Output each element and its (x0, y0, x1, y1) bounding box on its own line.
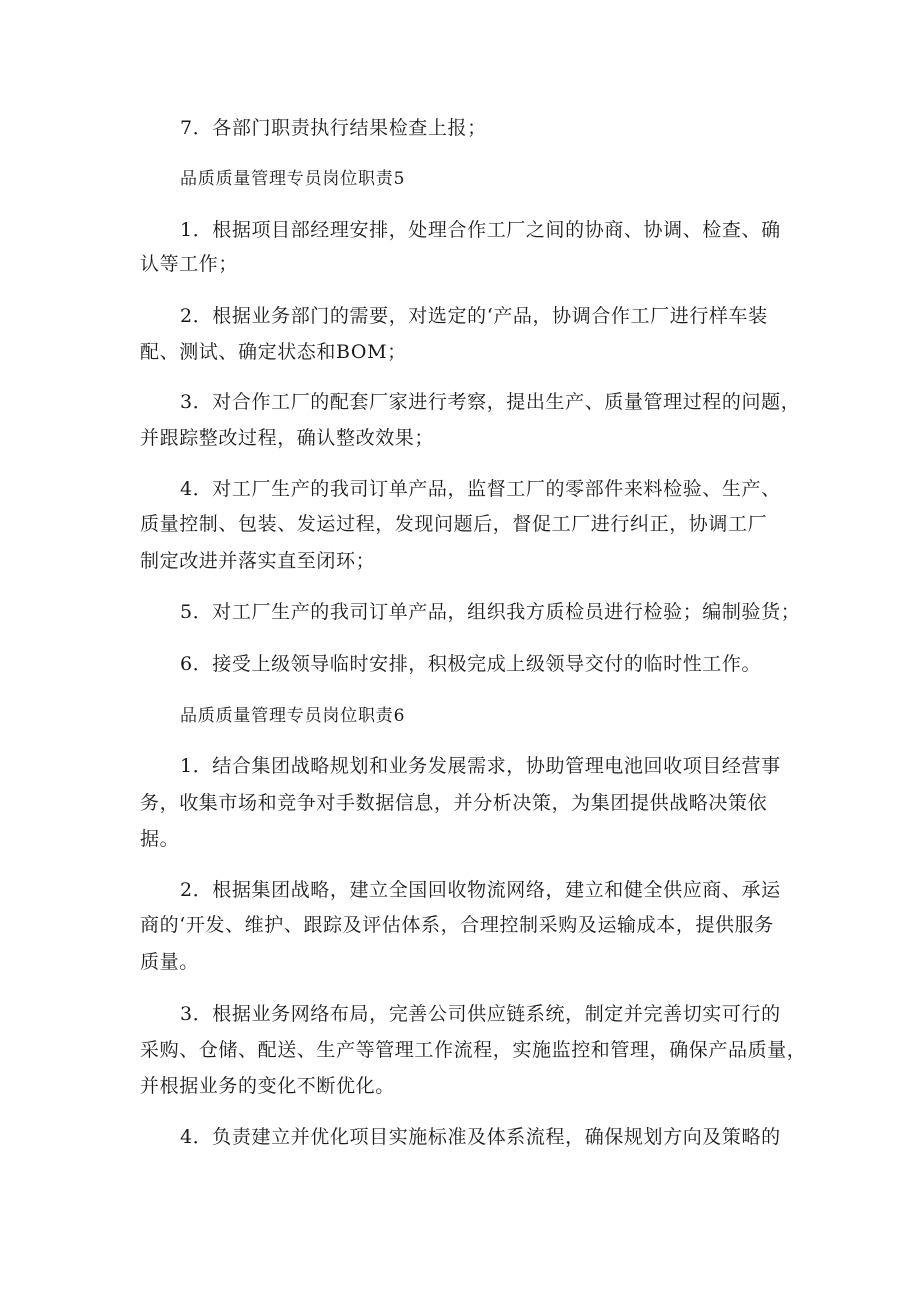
s6-item-2-line-2: 商的‘开发、维护、跟踪及评估体系，合理控制采购及运输成本，提供服务 (140, 914, 774, 936)
s6-item-1-line-2: 务，收集市场和竞争对手数据信息，并分析决策，为集团提供战略决策依 (140, 792, 768, 814)
s5-item-1-line-1: 1．根据项目部经理安排，处理合作工厂之间的协商、协调、检查、确 (180, 219, 781, 241)
s6-item-1-line-3: 据。 (140, 828, 180, 850)
s6-item-3-line-3: 并根据业务的变化不断优化。 (140, 1075, 395, 1097)
section-heading-5: 品质质量管理专员岗位职责5 (180, 169, 406, 189)
s5-item-4-line-3: 制定改进并落实直至闭环； (140, 550, 376, 572)
s6-item-2-line-3: 质量。 (140, 951, 199, 973)
s5-item-3-line-2: 并跟踪整改过程，确认整改效果； (140, 427, 435, 449)
s5-item-2-line-1: 2．根据业务部门的需要，对选定的‘产品，协调合作工厂进行样车装 (180, 305, 768, 327)
s5-item-3-line-1: 3．对合作工厂的配套厂家进行考察，提出生产、质量管理过程的问题， (180, 391, 801, 413)
s6-item-2-line-1: 2．根据集团战略，建立全国回收物流网络，建立和健全供应商、承运 (180, 879, 781, 901)
s5-item-5: 5．对工厂生产的我司订单产品，组织我方质检员进行检验；编制验货； (180, 601, 801, 623)
s6-item-3-line-1: 3．根据业务网络布局，完善公司供应链系统，制定并完善切实可行的 (180, 1003, 781, 1025)
s5-item-1-line-2: 认等工作； (140, 253, 239, 275)
s6-item-1-line-1: 1．结合集团战略规划和业务发展需求，协助管理电池回收项目经营事 (180, 755, 781, 777)
section-heading-6: 品质质量管理专员岗位职责6 (180, 706, 406, 726)
s5-item-6: 6．接受上级领导临时安排，积极完成上级领导交付的临时性工作。 (180, 653, 762, 675)
s5-item-2-line-2: 配、测试、确定状态和BOM； (140, 341, 407, 363)
s5-item-4-line-1: 4．对工厂生产的我司订单产品，监督工厂的零部件来料检验、生产、 (180, 478, 781, 500)
s6-item-4-line-1: 4．负责建立并优化项目实施标准及体系流程，确保规划方向及策略的 (180, 1126, 781, 1148)
s6-item-3-line-2: 采购、仓储、配送、生产等管理工作流程，实施监控和管理，确保产品质量， (140, 1039, 807, 1061)
duty-item-7: 7．各部门职责执行结果检查上报； (180, 117, 487, 139)
s5-item-4-line-2: 质量控制、包装、发运过程，发现问题后，督促工厂进行纠正，协调工厂 (140, 513, 768, 535)
